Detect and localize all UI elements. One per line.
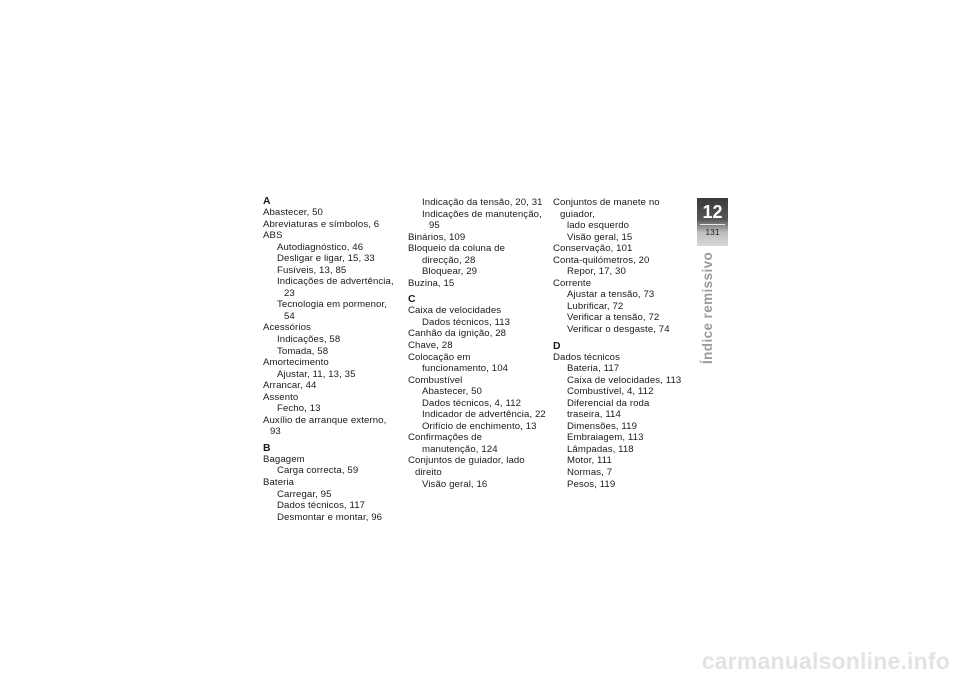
index-entry: Dados técnicos xyxy=(553,351,620,363)
index-subentry: Indicador de advertência, 22 xyxy=(422,409,546,421)
index-subentry: Lubrificar, 72 xyxy=(567,300,624,312)
index-subentry: direcção, 28 xyxy=(422,254,476,266)
index-subentry: Carregar, 95 xyxy=(277,488,332,500)
index-letter-heading: B xyxy=(263,442,271,454)
index-subentry: Visão geral, 15 xyxy=(567,231,633,243)
index-column-1 xyxy=(263,197,398,523)
index-subentry: Visão geral, 16 xyxy=(422,478,488,490)
index-subentry: Abastecer, 50 xyxy=(422,386,482,398)
index-subentry: Dimensões, 119 xyxy=(567,420,638,432)
index-subentry: Dados técnicos, 117 xyxy=(277,500,366,512)
index-subentry: Pesos, 119 xyxy=(567,478,616,490)
index-entry: Conjuntos de guiador, lado direito xyxy=(408,455,525,479)
index-letter-heading: A xyxy=(263,196,271,207)
index-entry: Colocação em xyxy=(408,351,471,363)
index-entry: Abreviaturas e símbolos, 6 xyxy=(263,218,380,230)
index-entry: Bloqueio da coluna de xyxy=(408,243,506,255)
index-subentry: Ajustar, 11, 13, 35 xyxy=(277,368,356,380)
index-entry: Canhão da ignição, 28 xyxy=(408,328,507,340)
chapter-tab xyxy=(697,198,728,246)
index-subentry: Dados técnicos, 4, 112 xyxy=(422,397,522,409)
index-subentry: Indicação da tensão, 20, 31 xyxy=(422,197,543,208)
index-subentry: Repor, 17, 30 xyxy=(567,266,626,278)
index-entry: Confirmações de xyxy=(408,432,483,444)
page-number: 131 xyxy=(705,227,720,237)
index-subentry: Indicações, 58 xyxy=(277,334,341,346)
index-entry: Corrente xyxy=(553,277,592,289)
index-column-2 xyxy=(408,197,548,490)
index-entry: Bagagem xyxy=(263,453,305,465)
index-entry: Bateria xyxy=(263,477,295,489)
index-subentry: Verificar o desgaste, 74 xyxy=(567,324,670,336)
index-subentry: Normas, 7 xyxy=(567,467,613,479)
index-subentry: Bateria, 117 xyxy=(567,363,620,375)
watermark: carmanualsonline.info xyxy=(701,648,950,674)
index-subentry: lado esquerdo xyxy=(567,220,630,232)
index-subentry: Tomada, 58 xyxy=(277,345,329,357)
index-subentry: Verificar a tensão, 72 xyxy=(567,312,660,324)
index-entry: Binários, 109 xyxy=(408,231,466,243)
index-subentry: Fecho, 13 xyxy=(277,403,321,415)
index-entry: Chave, 28 xyxy=(408,340,453,352)
index-subentry: Carga correcta, 59 xyxy=(277,465,359,477)
index-subentry: Diferencial da roda xyxy=(567,397,650,409)
index-subentry: Ajustar a tensão, 73 xyxy=(567,289,655,301)
index-entry: Combustível xyxy=(408,374,463,386)
index-entry: ABS xyxy=(263,230,283,242)
index-subentry: Bloquear, 29 xyxy=(422,266,478,278)
index-letter-heading: C xyxy=(408,294,416,306)
index-entry: Amortecimento xyxy=(263,357,329,369)
index-subentry: Combustível, 4, 112 xyxy=(567,386,654,398)
index-subentry: Indicações de advertência, 23 xyxy=(277,276,394,299)
index-entry: Auxílio de arranque externo, 93 xyxy=(263,414,387,438)
index-entry: Buzina, 15 xyxy=(408,277,455,289)
index-entry: Conta-quilómetros, 20 xyxy=(553,254,650,266)
index-subentry: Embraiagem, 113 xyxy=(567,432,644,444)
index-entry: Assento xyxy=(263,391,299,403)
index-subentry: manutenção, 124 xyxy=(422,443,498,455)
index-entry: Acessórios xyxy=(263,322,311,334)
chapter-number: 12 xyxy=(702,202,723,222)
index-entry: Caixa de velocidades xyxy=(408,305,502,317)
index-subentry: Lâmpadas, 118 xyxy=(567,443,634,455)
index-entry: Conjuntos de manete no guiador, xyxy=(553,197,660,220)
index-subentry: Indicações de manutenção, 95 xyxy=(422,208,542,232)
section-title: Índice remissivo xyxy=(700,251,715,364)
index-letter-heading: D xyxy=(553,340,561,352)
index-subentry: Fusíveis, 13, 85 xyxy=(277,264,347,276)
index-subentry: Orifício de enchimento, 13 xyxy=(422,420,537,432)
index-subentry: Desligar e ligar, 15, 33 xyxy=(277,253,375,265)
index-column-3 xyxy=(553,197,693,490)
index-entry: Conservação, 101 xyxy=(553,243,633,255)
index-subentry: Caixa de velocidades, 113 xyxy=(567,374,682,386)
index-subentry: Desmontar e montar, 96 xyxy=(277,511,383,523)
index-subentry: Tecnologia em pormenor, 54 xyxy=(277,299,388,322)
index-subentry: Motor, 111 xyxy=(567,455,612,467)
index-entry: Abastecer, 50 xyxy=(263,207,323,218)
index-entry: Arrancar, 44 xyxy=(263,380,317,392)
index-subentry: Dados técnicos, 113 xyxy=(422,316,511,328)
chapter-tab-divider xyxy=(700,224,725,225)
index-subentry: traseira, 114 xyxy=(567,409,621,421)
index-subentry: funcionamento, 104 xyxy=(422,363,509,375)
index-subentry: Autodiagnóstico, 46 xyxy=(277,241,364,253)
